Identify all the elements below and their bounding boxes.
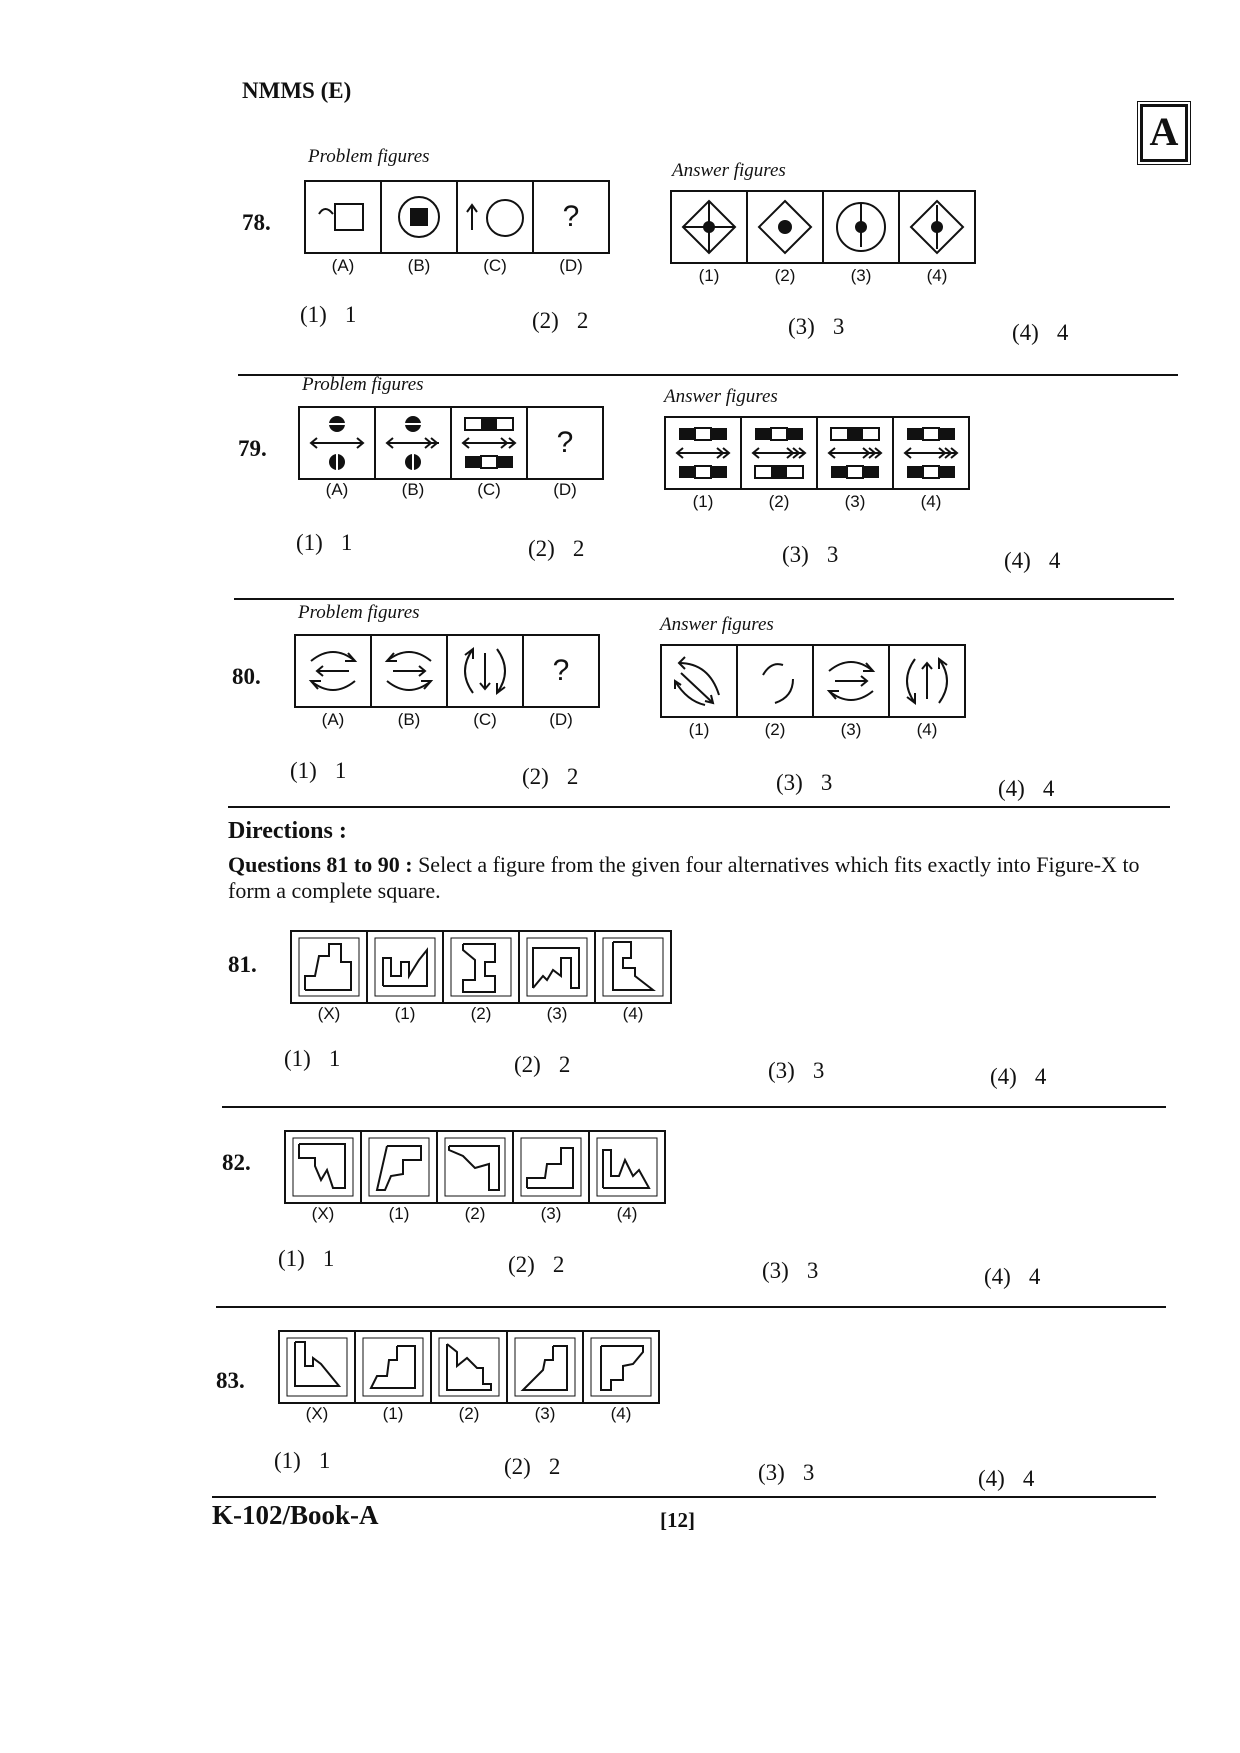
q82-option-1[interactable] [278,1246,334,1272]
q82-number: 82. [222,1150,251,1175]
directions-range: Questions 81 to 90 : [228,852,413,877]
option-number: (2) [532,308,559,333]
q83-option-2[interactable] [504,1454,560,1480]
option-number: (4) [1012,320,1039,345]
q81-number: 81. [228,952,257,977]
option-number: (3) [768,1058,795,1083]
option-number: (1) [278,1246,305,1271]
q80-fig-c [448,636,524,706]
option-number: (3) [776,770,803,795]
option-value: 2 [566,764,579,789]
option-value: 3 [820,770,833,795]
label-4: (4) [616,1204,638,1223]
q83-figures [278,1330,660,1404]
option-value: 3 [806,1258,819,1283]
q83-option-3[interactable] [758,1460,814,1486]
option-value: 2 [552,1252,565,1277]
q80-ans-4 [890,646,964,716]
label-2: (2) [464,1204,486,1223]
divider [216,1306,1166,1308]
label-c: (C) [483,256,507,275]
q78-answer-caption: Answer figures [672,160,786,181]
label-3: (3) [540,1204,562,1223]
q82-figures [284,1130,666,1204]
q79-ans-3 [818,418,894,488]
q80-problem-labels [295,710,599,730]
q78-option-2[interactable] [532,308,588,334]
q78-problem-caption: Problem figures [308,146,430,167]
q80-answer-figures [660,644,966,718]
q83-fig-1 [356,1332,432,1402]
q80-problem-caption: Problem figures [298,602,420,623]
option-value: 3 [832,314,845,339]
label-b: (B) [401,480,425,499]
q80-missing: ? [552,654,570,687]
label-b: (B) [397,710,421,729]
q79-fig-a [300,408,376,478]
option-number: (4) [978,1466,1005,1491]
label-b: (B) [407,256,431,275]
q78-ans-1 [672,192,748,262]
q79-fig-d [528,408,602,478]
option-value: 1 [322,1246,335,1271]
q78-ans-3 [824,192,900,262]
q80-answer-labels [661,720,965,740]
q81-fig-1 [368,932,444,1002]
option-value: 4 [1034,1064,1047,1089]
option-value: 1 [318,1448,331,1473]
q79-fig-b [376,408,452,478]
q80-option-1[interactable] [290,758,346,784]
label-x: (X) [305,1404,329,1423]
option-value: 4 [1042,776,1055,801]
q82-fig-3 [514,1132,590,1202]
q80-fig-a [296,636,372,706]
q79-answer-figures [664,416,970,490]
label-1: (1) [692,492,714,511]
option-number: (3) [758,1460,785,1485]
divider [228,806,1170,808]
label-2: (2) [764,720,786,739]
q81-fig-3 [520,932,596,1002]
q78-fig-c [458,182,534,252]
divider [234,598,1174,600]
option-number: (2) [528,536,555,561]
option-value: 4 [1022,1466,1035,1491]
q80-ans-3 [814,646,890,716]
q83-labels [279,1404,659,1424]
q79-problem-labels [299,480,603,500]
label-a: (A) [325,480,349,499]
q82-fig-1 [362,1132,438,1202]
option-value: 1 [340,530,353,555]
directions-body: Select a figure from the given four alternatives which fits exactly into Figure-X to form a complete square. [228,852,1140,903]
label-1: (1) [388,1204,410,1223]
footer-divider [212,1496,1156,1498]
q79-option-2[interactable] [528,536,584,562]
q78-problem-figures [304,180,610,254]
q79-problem-figures [298,406,604,480]
q79-ans-4 [894,418,968,488]
option-number: (1) [300,302,327,327]
q82-option-3[interactable] [762,1258,818,1284]
option-number: (2) [508,1252,535,1277]
q78-answer-labels [671,266,975,286]
label-2: (2) [470,1004,492,1023]
label-1: (1) [394,1004,416,1023]
option-value: 1 [344,302,357,327]
label-4: (4) [622,1004,644,1023]
option-value: 2 [576,308,589,333]
q81-option-4[interactable] [990,1064,1046,1090]
q83-option-1[interactable] [274,1448,330,1474]
label-a: (A) [321,710,345,729]
option-number: (2) [504,1454,531,1479]
q80-number: 80. [232,664,261,689]
q79-ans-2 [742,418,818,488]
q80-answer-caption: Answer figures [660,614,774,635]
q79-option-4[interactable] [1004,548,1060,574]
q82-option-2[interactable] [508,1252,564,1278]
q81-fig-4 [596,932,670,1002]
label-1: (1) [382,1404,404,1423]
label-2: (2) [458,1404,480,1423]
option-value: 4 [1028,1264,1041,1289]
q83-fig-4 [584,1332,658,1402]
option-value: 2 [548,1454,561,1479]
q83-fig-3 [508,1332,584,1402]
label-4: (4) [926,266,948,285]
option-value: 4 [1056,320,1069,345]
option-value: 3 [802,1460,815,1485]
q79-option-3[interactable] [782,542,838,568]
option-number: (1) [274,1448,301,1473]
option-value: 4 [1048,548,1061,573]
option-value: 2 [558,1052,571,1077]
q83-fig-2 [432,1332,508,1402]
label-2: (2) [768,492,790,511]
label-1: (1) [688,720,710,739]
q79-ans-1 [666,418,742,488]
q80-ans-1 [662,646,738,716]
q78-option-3[interactable] [788,314,844,340]
q78-option-1[interactable] [300,302,356,328]
label-d: (D) [549,710,573,729]
q82-fig-4 [590,1132,664,1202]
option-value: 3 [812,1058,825,1083]
option-value: 2 [572,536,585,561]
q81-figures [290,930,672,1004]
label-3: (3) [840,720,862,739]
q78-number: 78. [242,210,271,235]
q78-answer-figures [670,190,976,264]
q81-option-2[interactable] [514,1052,570,1078]
set-code-box: A [1140,104,1188,162]
q82-option-4[interactable] [984,1264,1040,1290]
divider [222,1106,1166,1108]
label-3: (3) [534,1404,556,1423]
label-x: (X) [311,1204,335,1223]
q79-number: 79. [238,436,267,461]
q78-fig-a [306,182,382,252]
q82-fig-2 [438,1132,514,1202]
q81-fig-2 [444,932,520,1002]
q80-problem-figures [294,634,600,708]
option-number: (1) [296,530,323,555]
label-4: (4) [610,1404,632,1423]
q78-option-4[interactable] [1012,320,1068,346]
q79-answer-caption: Answer figures [664,386,778,407]
option-number: (3) [782,542,809,567]
q80-ans-2 [738,646,814,716]
option-number: (3) [788,314,815,339]
q80-option-4[interactable] [998,776,1054,802]
label-2: (2) [774,266,796,285]
q78-fig-d [534,182,608,252]
q81-option-1[interactable] [284,1046,340,1072]
q80-option-2[interactable] [522,764,578,790]
q81-labels [291,1004,671,1024]
label-d: (D) [559,256,583,275]
option-number: (4) [984,1264,1011,1289]
option-number: (4) [1004,548,1031,573]
q81-fig-x [292,932,368,1002]
label-1: (1) [698,266,720,285]
label-a: (A) [331,256,355,275]
q80-option-3[interactable] [776,770,832,796]
q82-labels [285,1204,665,1224]
option-number: (2) [514,1052,541,1077]
q79-problem-caption: Problem figures [302,374,424,395]
q81-option-3[interactable] [768,1058,824,1084]
footer-page-number: [12] [660,1508,695,1532]
label-3: (3) [546,1004,568,1023]
option-number: (4) [990,1064,1017,1089]
option-number: (1) [290,758,317,783]
label-c: (C) [477,480,501,499]
option-value: 1 [328,1046,341,1071]
q82-fig-x [286,1132,362,1202]
option-number: (3) [762,1258,789,1283]
option-number: (2) [522,764,549,789]
label-x: (X) [317,1004,341,1023]
q78-problem-labels [305,256,609,276]
q78-ans-4 [900,192,974,262]
q79-fig-c [452,408,528,478]
q83-option-4[interactable] [978,1466,1034,1492]
q83-fig-x [280,1332,356,1402]
option-number: (4) [998,776,1025,801]
option-value: 1 [334,758,347,783]
label-4: (4) [920,492,942,511]
footer-book-code: K-102/Book-A [212,1500,379,1530]
q78-missing: ? [562,200,580,233]
option-number: (1) [284,1046,311,1071]
label-d: (D) [553,480,577,499]
exam-header: NMMS (E) [242,78,352,103]
label-3: (3) [850,266,872,285]
label-4: (4) [916,720,938,739]
q79-option-1[interactable] [296,530,352,556]
q80-fig-b [372,636,448,706]
label-c: (C) [473,710,497,729]
option-value: 3 [826,542,839,567]
label-3: (3) [844,492,866,511]
q80-fig-d [524,636,598,706]
q79-answer-labels [665,492,969,512]
directions-text [228,852,1168,904]
q83-number: 83. [216,1368,245,1393]
q79-missing: ? [556,426,574,459]
q78-ans-2 [748,192,824,262]
directions-title: Directions : [228,818,347,844]
q78-fig-b [382,182,458,252]
